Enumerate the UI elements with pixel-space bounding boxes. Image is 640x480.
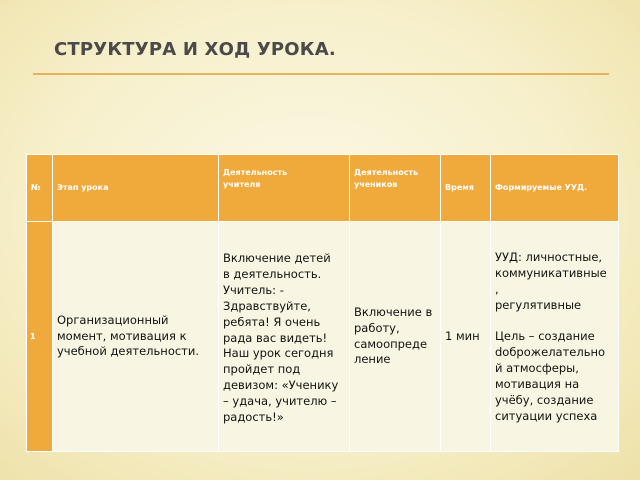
table-header-row	[27, 155, 619, 222]
header-student-activity: Деятельность учеников	[350, 155, 441, 222]
header-time: Время	[441, 155, 491, 222]
lesson-structure-table	[26, 154, 619, 452]
table-row	[27, 222, 619, 452]
title-underline	[33, 73, 609, 75]
row-time: 1 мин	[441, 222, 491, 452]
row-number: 1	[27, 222, 53, 452]
row-uud: УУД: личностные, коммуникативные , регулятивные Цель – создание dоброжелательно й атмосферы, мотивация на учёбу, создание ситуации успеха	[491, 222, 619, 452]
row-stage: Организационный момент, мотивация к учебной деятельности.	[53, 222, 219, 452]
row-student-activity: Включение в работу, самоопреде ление	[350, 222, 441, 452]
header-stage: Этап урока	[53, 155, 219, 222]
slide-title: СТРУКТУРА И ХОД УРОКА.	[54, 39, 336, 60]
header-uud: Формируемые УУД.	[491, 155, 619, 222]
header-teacher-activity: Деятельность учителя	[219, 155, 350, 222]
row-teacher-activity: Включение детей в деятельность. Учитель: - Здравствуйте, ребята! Я очень рада вас видеть! Наш урок сегодня пройдет под девизом: «Ученику – удача, учителю – радость!»	[219, 222, 350, 452]
header-number: №	[27, 155, 53, 222]
